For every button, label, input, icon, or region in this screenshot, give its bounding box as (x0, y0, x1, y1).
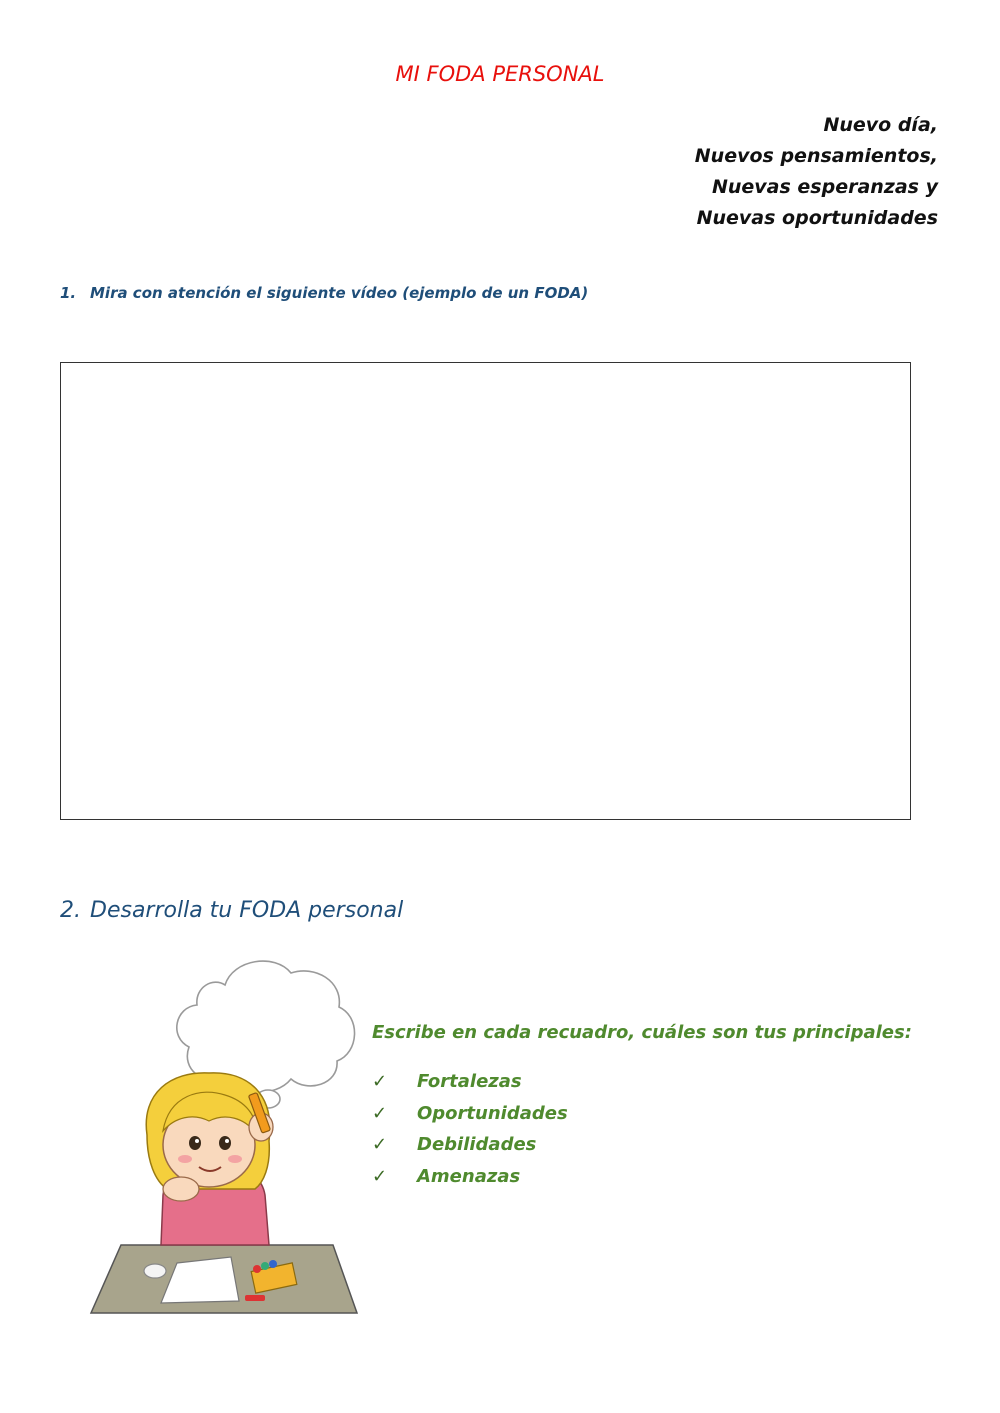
step-2-heading-text: Desarrolla tu FODA personal (90, 898, 404, 923)
quote-line: Nuevos pensamientos, (694, 145, 938, 167)
list-item (372, 1161, 568, 1193)
check-icon: ✓ (372, 1165, 388, 1187)
step-1-number: 1. (60, 284, 77, 302)
step-2-number: 2. (60, 898, 81, 923)
step-2-heading (60, 898, 403, 923)
list-item (372, 1098, 568, 1130)
quote-line: Nuevas oportunidades (696, 207, 938, 229)
item-label: Oportunidades (417, 1102, 568, 1124)
item-label: Amenazas (417, 1165, 521, 1187)
step-1-instruction (60, 284, 588, 302)
eraser (144, 1264, 166, 1278)
list-item (372, 1129, 568, 1161)
motto-quote (695, 110, 938, 234)
item-label: Fortalezas (417, 1071, 522, 1092)
step-2-instruction: Escribe en cada recuadro, cuáles son tus principales: (372, 1022, 912, 1043)
thinking-girl-illustration (85, 945, 365, 1317)
quote-line: Nuevas esperanzas y (711, 176, 938, 198)
check-icon: ✓ (372, 1134, 388, 1155)
video-embed-box[interactable] (60, 362, 911, 820)
check-icon: ✓ (372, 1102, 388, 1124)
item-label: Debilidades (417, 1134, 537, 1155)
page-title: MI FODA PERSONAL (395, 62, 605, 86)
step-1-text: Mira con atención el siguiente vídeo (ejemplo de un FODA) (90, 284, 589, 302)
check-icon: ✓ (372, 1071, 388, 1092)
quote-line: Nuevo día, (823, 114, 938, 136)
list-item (372, 1066, 568, 1098)
foda-checklist (372, 1066, 568, 1192)
